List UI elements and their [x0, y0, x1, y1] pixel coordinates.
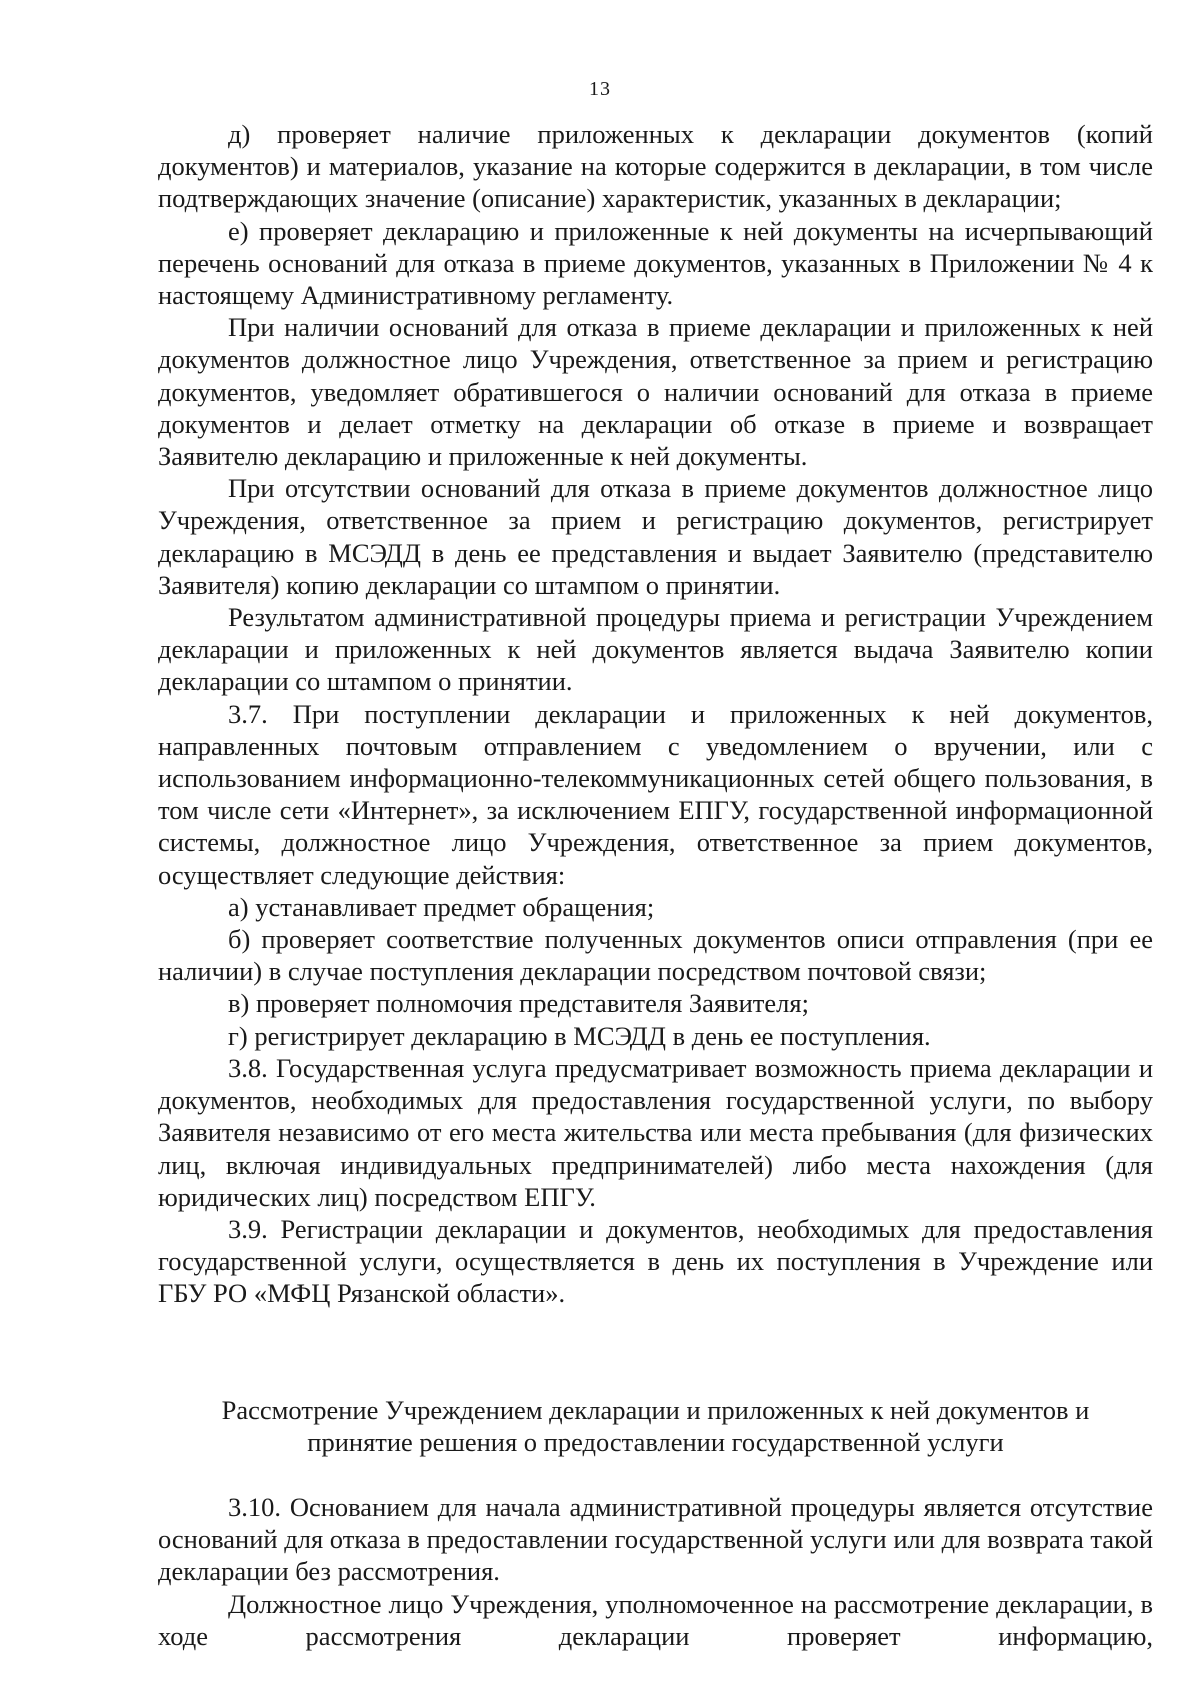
section-heading-line-2: принятие решения о предоставлении государственной услуги: [307, 1427, 1004, 1458]
paragraph-e: е) проверяет декларацию и приложенные к ней документы на исчерпывающий перечень оснований для отказа в приеме документов, указанных в Приложении № 4 к настоящему Административному регламенту.: [158, 215, 1153, 311]
paragraph-official-review: Должностное лицо Учреждения, уполномоченное на рассмотрение декларации, в ходе рассмотрения декларации проверяет информацию,: [158, 1588, 1153, 1651]
paragraph-3-10: 3.10. Основанием для начала административной процедуры является отсутствие оснований для отказа в предоставлении государственной услуги или для возврата такой декларации без рассмотрения.: [158, 1492, 1153, 1587]
paragraph-no-refusal-grounds: При отсутствии оснований для отказа в приеме документов должностное лицо Учреждения, ответственное за прием и регистрацию документов, регистрирует декларацию в МСЭДД в день ее представления и выдает Заявителю (представителю Заявителя) копию декларации со штампом о принятии.: [158, 473, 1153, 600]
section-heading: [158, 1394, 1153, 1458]
paragraph-d: д) проверяет наличие приложенных к декларации документов (копий документов) и материалов, указание на которые содержится в декларации, в том числе подтверждающих значение (описание) характеристик, указанных в декларации;: [158, 119, 1153, 214]
paragraph-b: б) проверяет соответствие полученных документов описи отправления (при ее наличии) в случае поступления декларации посредством почтовой связи;: [158, 924, 1153, 987]
paragraph-v: в) проверяет полномочия представителя Заявителя;: [228, 988, 809, 1019]
paragraph-result: Результатом административной процедуры приема и регистрации Учреждением декларации и приложенных к ней документов является выдача Заявителю копии декларации со штампом о принятии.: [158, 602, 1153, 697]
paragraph-3-8: 3.8. Государственная услуга предусматривает возможность приема декларации и документов, необходимых для предоставления государственной услуги, по выбору Заявителя независимо от его места жительства или места пребывания (для физических лиц, включая индивидуальных предпринимателей) либо места нахождения (для юридических лиц) посредством ЕПГУ.: [158, 1052, 1153, 1212]
paragraph-3-7: 3.7. При поступлении декларации и приложенных к ней документов, направленных почтовым отправлением с уведомлением о вручении, или с использованием информационно-телекоммуникационных сетей общего пользования, в том числе сети «Интернет», за исключением ЕПГУ, государственной информационной системы, должностное лицо Учреждения, ответственное за прием документов, осуществляет следующие действия:: [158, 698, 1153, 890]
paragraph-g: г) регистрирует декларацию в МСЭДД в день ее поступления.: [228, 1020, 931, 1051]
paragraph-refusal-grounds: При наличии оснований для отказа в приеме декларации и приложенных к ней документов должностное лицо Учреждения, ответственное за прием и регистрацию документов, уведомляет обратившегося о наличии оснований для отказа в приеме документов и делает отметку на декларации об отказе в приеме и возвращает Заявителю декларацию и приложенные к ней документы.: [158, 312, 1153, 472]
paragraph-3-9: 3.9. Регистрации декларации и документов, необходимых для предоставления государственной услуги, осуществляется в день их поступления в Учреждение или ГБУ РО «МФЦ Рязанской области».: [158, 1213, 1153, 1309]
document-body: [158, 118, 1153, 1310]
document-body-continued: [158, 1491, 1153, 1652]
page-number: 13: [589, 78, 611, 100]
section-heading-line-1: Рассмотрение Учреждением декларации и приложенных к ней документов и: [221, 1395, 1090, 1425]
paragraph-a: а) устанавливает предмет обращения;: [228, 891, 655, 922]
